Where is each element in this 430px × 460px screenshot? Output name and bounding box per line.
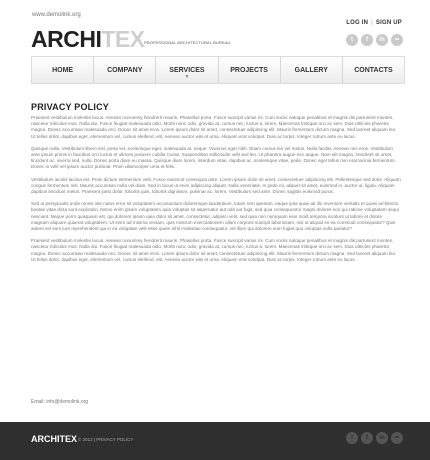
site-footer	[0, 422, 430, 460]
chevron-down-icon: ▼	[184, 74, 190, 80]
contact-email[interactable]: Email: info@demolink.org	[31, 399, 89, 405]
page-title: PRIVACY POLICY	[31, 102, 109, 113]
nav-item-gallery[interactable]	[281, 57, 343, 83]
facebook-icon[interactable]: f	[361, 34, 373, 46]
nav-label: COMPANY	[107, 66, 143, 74]
nav-item-company[interactable]	[94, 57, 156, 83]
nav-item-services[interactable]	[156, 57, 218, 83]
twitter-icon[interactable]: t	[346, 34, 358, 46]
nav-label: CONTACTS	[354, 66, 393, 74]
footer-copyright: © 2013 | PRIVACY POLICY	[78, 437, 134, 442]
nav-item-contacts[interactable]	[343, 57, 404, 83]
login-link[interactable]: LOG IN	[346, 20, 369, 26]
auth-links	[346, 20, 402, 26]
policy-paragraph: Sed ut perspiciatis unde omnis iste natus error sit voluptatem accusantium doloremque laudantium, totam rem aperiam, eaque ipsa quae ab illo inventore veritatis et quasi architecto beatae vitae dicta sunt explicabo. Nemo enim ipsam voluptatem quia voluptas sit aspernatur aut odit aut fugit, sed quia consequuntur magni dolores eos qui ratione voluptatem sequi nesciunt. Neque porro quisquam est, qui dolorem ipsum quia dolor sit amet, consectetur, adipisci velit, sed quia non numquam eius modi tempora incidunt ut labore et dolore magnam aliquam quaerat voluptatem. Ut enim ad minima veniam, quis nostrum exercitationem ullam corporis suscipit laboriosam, nisi ut aliquid ex ea commodi consequatur? Quis autem vel eum iure reprehenderit qui in ea voluptate velit esse quam nihil molestiae consequatur, vel illum qui dolorem eum fugiat quo voluptas nulla pariatur?	[31, 201, 399, 232]
twitter-icon[interactable]: t	[346, 432, 358, 444]
nav-item-home[interactable]	[32, 57, 94, 83]
policy-content	[31, 115, 401, 269]
nav-label: PROJECTS	[230, 66, 268, 74]
facebook-icon[interactable]: f	[361, 432, 373, 444]
nav-item-projects[interactable]	[219, 57, 281, 83]
linkedin-icon[interactable]: in	[376, 34, 388, 46]
logo-dark-part: ARCHI	[31, 26, 102, 52]
header-url: www.demolink.org	[32, 12, 81, 18]
flickr-icon[interactable]: ••	[391, 34, 403, 46]
nav-label: GALLERY	[294, 66, 328, 74]
auth-separator: |	[371, 20, 373, 26]
policy-paragraph: Praesent vestibulum molestie lacus. Aenean nonummy hendrerit mauris. Phasellus porta. Fusce suscipit varius mi. Cum sociis natoque penatibus et magnis dis parturient montes, nascetur ridiculus mus. Nulla dui. Fusce feugiat malesuada odio. Morbi nunc odio, gravida at, cursus nec, luctus a, lorem. Maecenas tristique orci ac sem. Duis ultricies pharetra magna. Donec accumsan malesuada orci. Donec sit amet eros. Lorem ipsum dolor sit amet, consectetuer adipiscing elit. Mauris fermentum dictum magna. Sed laoreet aliquam leo. Ut tellus dolor, dapibus eget, elementum vel, cursus eleifend, elit. Aenean auctor wisi et urna. Aliquam erat volutpat. Duis ac turpis. Integer rutrum ante eu lacus.	[31, 115, 397, 139]
signup-link[interactable]: SIGN UP	[375, 20, 402, 26]
nav-label: HOME	[52, 66, 74, 74]
policy-paragraph: Praesent vestibulum molestie lacus. Aenean nonummy hendrerit mauris. Phasellus porta. Fusce suscipit varius mi. Cum sociis natoque penatibus et magnis dis parturient montes, nascetur ridiculus mus. Nulla dui. Fusce feugiat malesuada odio. Morbi nunc odio, gravida at, cursus nec, luctus a, lorem. Maecenas tristique orci ac sem. Duis ultricies pharetra magna. Donec accumsan malesuada orci. Donec sit amet eros. Lorem ipsum dolor sit amet, consectetuer adipiscing elit. Mauris fermentum dictum magna. Sed laoreet aliquam leo. Ut tellus dolor, dapibus eget, elementum vel, cursus eleifend, elit. Aenean auctor wisi et urna. Aliquam erat volutpat. Duis ac turpis. Integer rutrum ante eu lacus.	[31, 238, 397, 262]
main-nav	[31, 56, 405, 84]
flickr-icon[interactable]: ••	[391, 432, 403, 444]
logo-light-part: TEX	[101, 26, 145, 52]
nav-label: SERVICES	[169, 66, 205, 74]
policy-paragraph: Quisque nulla. Vestibulum libero nisl, porta vel, scelerisque eget, malesuada at, neque. Vivamus eget nibh. Etiam cursus leo vel metus. Nulla facilisi. Aenean nec eros. Vestibulum ante ipsum primis in faucibus orci luctus et ultrices posuere cubilia Curae; Suspendisse sollicitudin velit sed leo. Ut pharetra augue nec augue. Nam elit magna, hendrerit sit amet, tincidunt ac, viverra sed, nulla. Donec porta diam eu massa. Quisque diam lorem, interdum vitae, dapibus ac, scelerisque vitae, pede. Donec eget tellus non erat lacinia fermentum. Donec in velit vel ipsum auctor pulvinar. Proin ullamcorper urna et felis.	[31, 145, 396, 170]
linkedin-icon[interactable]: in	[376, 432, 388, 444]
site-logo[interactable]	[31, 28, 145, 51]
footer-social-icons	[346, 432, 403, 444]
header-social-icons	[346, 34, 403, 46]
policy-paragraph: Vestibulum iaculis lacinia est. Proin dictum elementum velit. Fusce euismod consequat ante. Lorem ipsum dolor sit amet, consectetuer adipiscing elit. Pellentesque sed dolor. Aliquam congue fermentum nisl. Mauris accumsan nulla vel diam. Sed in lacus ut enim adipiscing aliquet. Nulla venenatis. In pede mi, aliquet sit amet, euismod in, auctor ut, ligula. Aliquam dapibus tincidunt metus. Praesent justo dolor, lobortis quis, lobortis dignissim, pulvinar ac, lorem. Vestibulum sed ante. Donec sagittis euismod purus.	[31, 176, 401, 195]
site-tagline: PROFESSIONAL ARCHITECTURAL BUREAU	[144, 40, 231, 45]
footer-logo[interactable]: ARCHITEX	[31, 434, 78, 444]
